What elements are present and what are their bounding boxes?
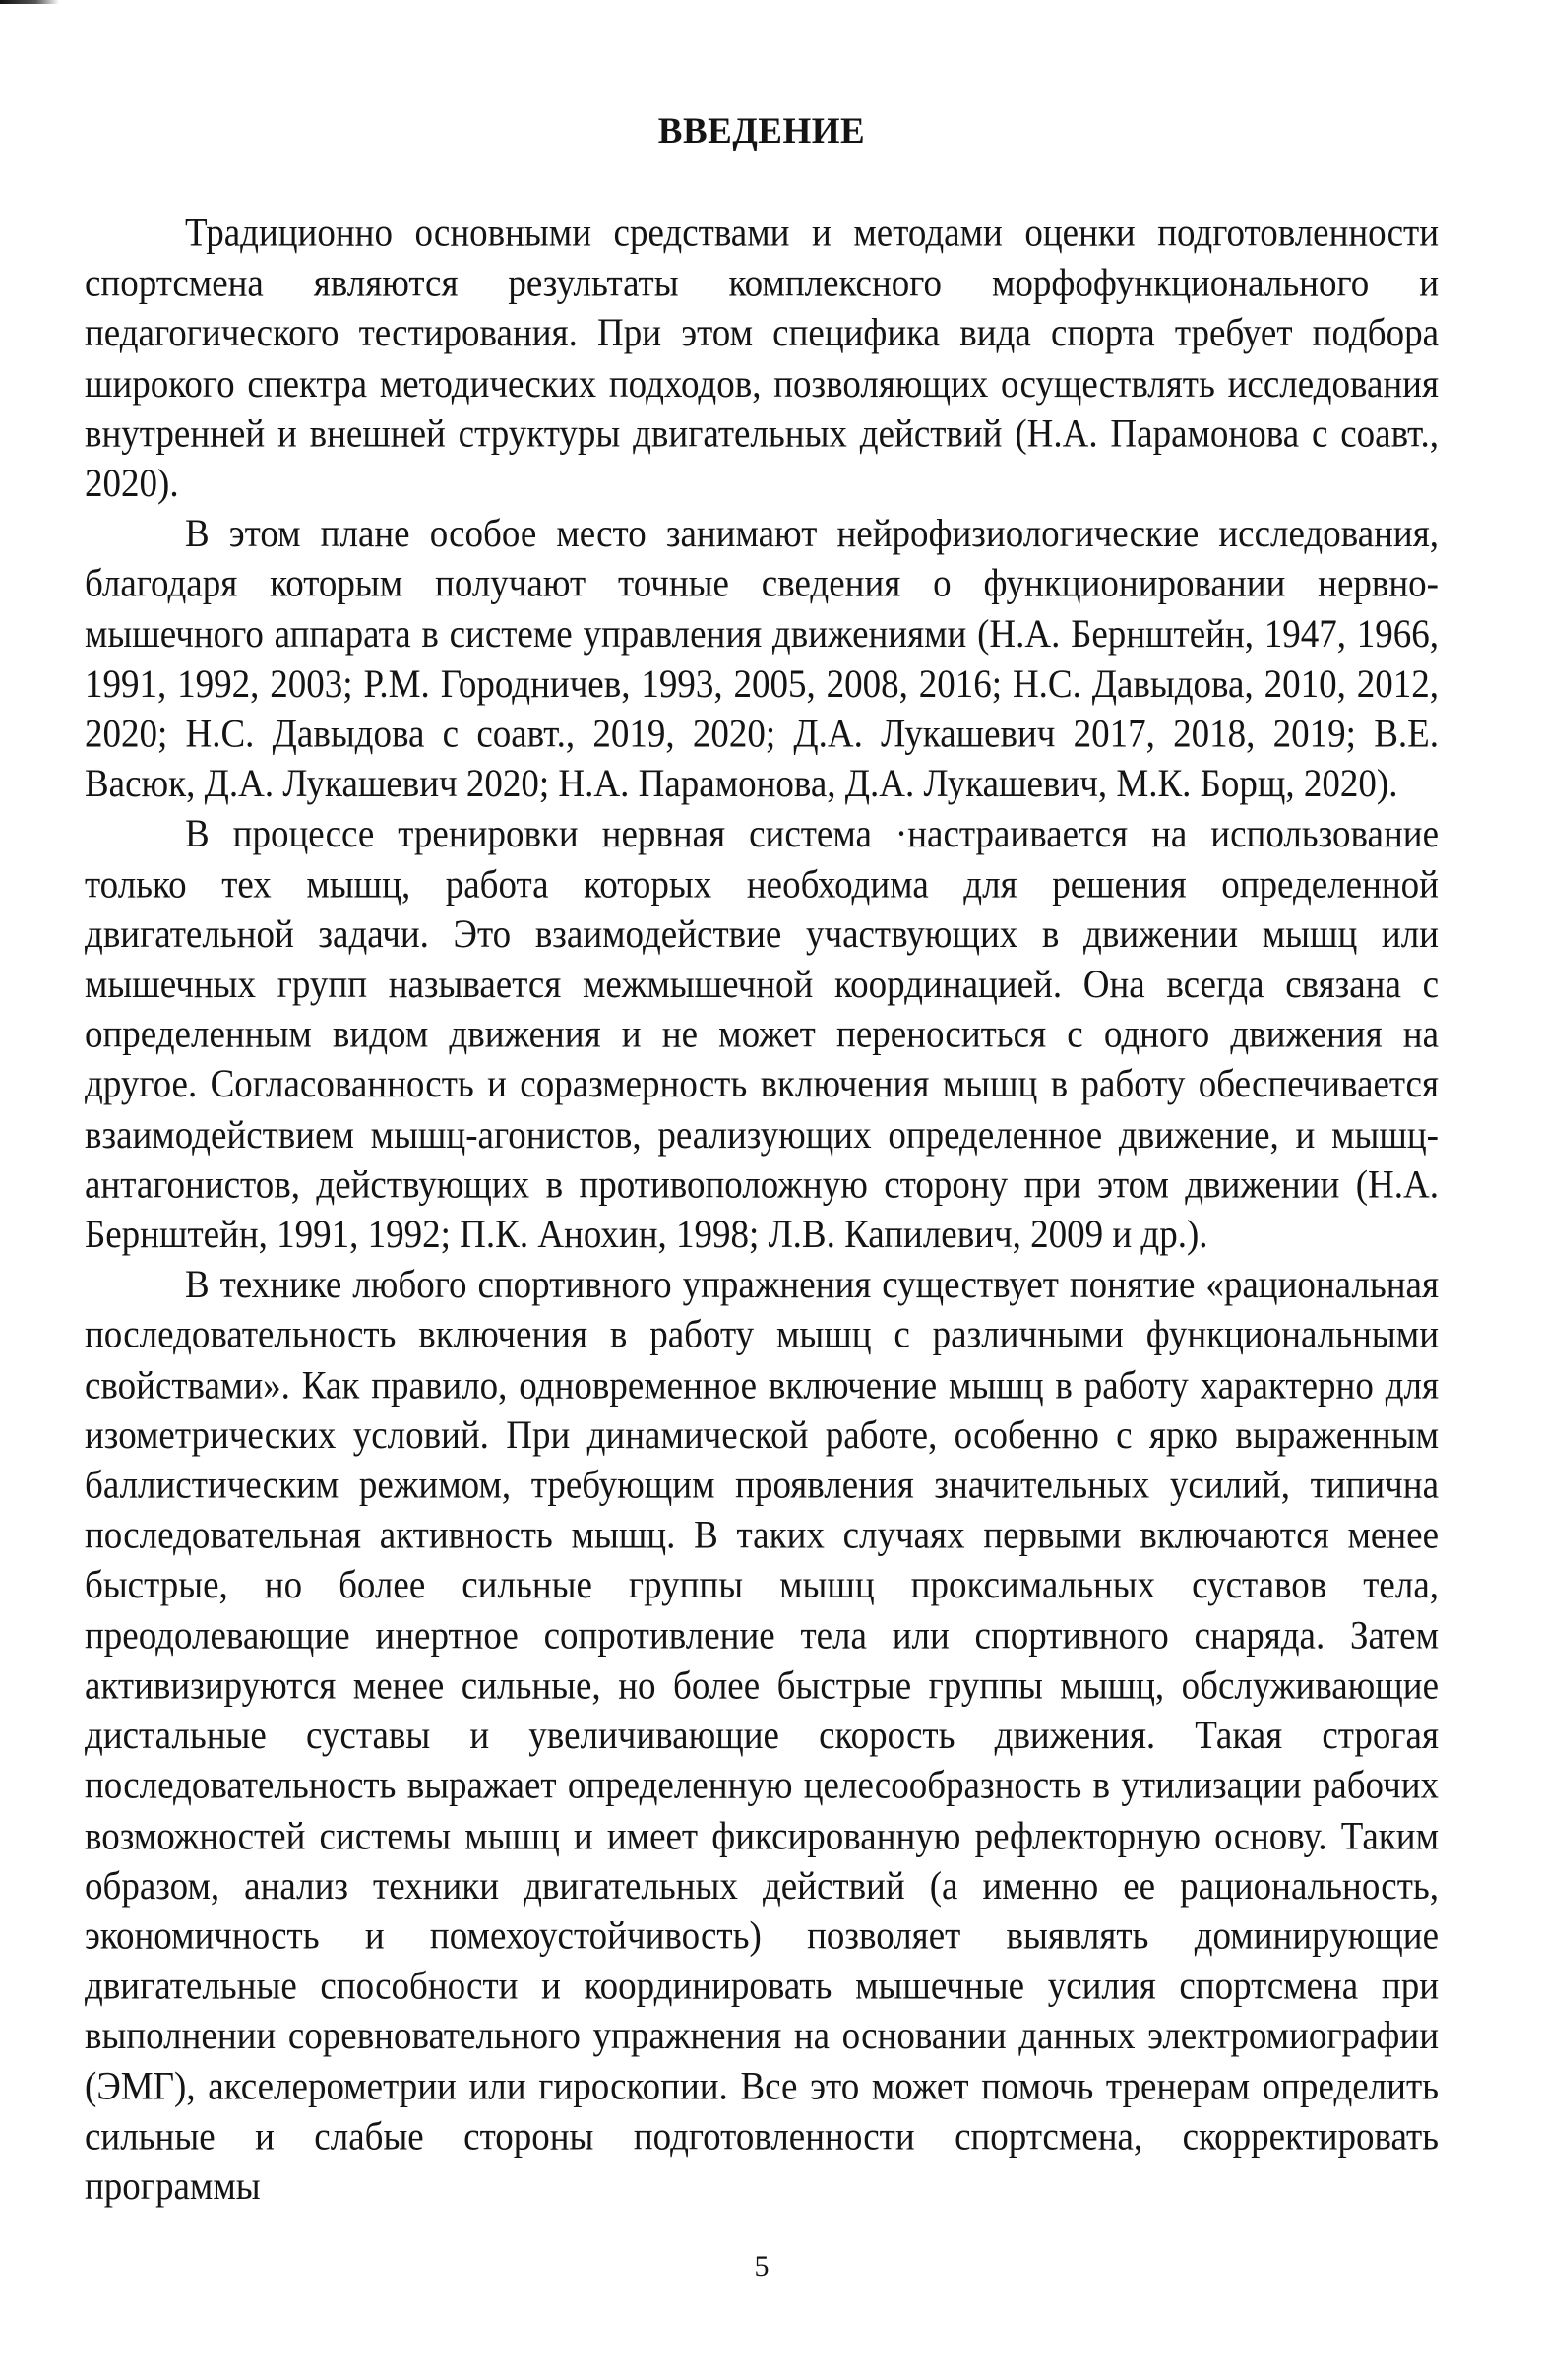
paragraph-4: В технике любого спортивного упражнения существует понятие «рациональная последовательность включения в работу мышц с различными функциональными свойствами». Как правило, одновременное включение мышц в работу характерно для изометрических условий. При динамической работе, особенно с ярко выраженным баллистическим режимом, требующим проявления значительных усилий, типична последовательная активность мышц. В таких случаях первыми включаются менее быстрые, но более сильные группы мышц проксимальных суставов тела, преодолевающие инертное сопротивление тела или спортивного снаряда. Затем активизируются менее сильные, но более быстрые группы мышц, обслуживающие дистальные суставы и увеличивающие скорость движения. Такая строгая последовательность выражает определенную целесообразность в утилизации рабочих возможностей системы мышц и имеет фиксированную рефлекторную основу. Таким образом, анализ техники двигательных действий (а именно ее рациональность, экономичность и помехоустойчивость) позволяет выявлять доминирующие двигательные способности и координировать мышечные усилия спортсмена при выполнении соревновательного упражнения на основании данных электромиографии (ЭМГ), акселерометрии или гироскопии. Все это может помочь тренерам определить сильные и слабые стороны подготовленности спортсмена, скорректировать программы: [85, 1263, 1439, 2209]
paragraph-2: В этом плане особое место занимают нейрофизиологические исследования, благодаря которым получают точные сведения о функционировании нервно-мышечного аппарата в системе управления движениями (Н.А. Бернштейн, 1947, 1966, 1991, 1992, 2003; Р.М. Городничев, 1993, 2005, 2008, 2016; Н.С. Давыдова, 2010, 2012, 2020; Н.С. Давыдова с соавт., 2019, 2020; Д.А. Лукашевич 2017, 2018, 2019; В.Е. Васюк, Д.А. Лукашевич 2020; Н.А. Парамонова, Д.А. Лукашевич, М.К. Борщ, 2020).: [85, 512, 1439, 807]
paragraph-3: В процессе тренировки нервная система ·настраивается на использование только тех мышц, работа которых необходима для решения определенной двигательной задачи. Это взаимодействие участвующих в движении мышц или мышечных групп называется межмышечной координацией. Она всегда связана с определенным видом движения и не может переноситься с одного движения на другое. Согласованность и соразмерность включения мышц в работу обеспечивается взаимодействием мышц-агонистов, реализующих определенное движение, и мышц-антагонистов, действующих в противоположную сторону при этом движении (Н.А. Бернштейн, 1991, 1992; П.К. Анохин, 1998; Л.В. Капилевич, 2009 и др.).: [85, 812, 1439, 1257]
paragraph-1: Традиционно основными средствами и методами оценки подготовленности спортсмена являются результаты комплексного морфофункционального и педагогического тестирования. При этом специфика вида спорта требует подбора широкого спектра методических подходов, позволяющих осуществлять исследования внутренней и внешней структуры двигательных действий (Н.А. Парамонова с соавт., 2020).: [85, 212, 1439, 506]
scan-edge-mark: [0, 0, 59, 4]
body-text: [85, 209, 1439, 2212]
page-number: 5: [754, 2250, 770, 2283]
section-title: ВВЕДЕНИЕ: [657, 111, 866, 152]
